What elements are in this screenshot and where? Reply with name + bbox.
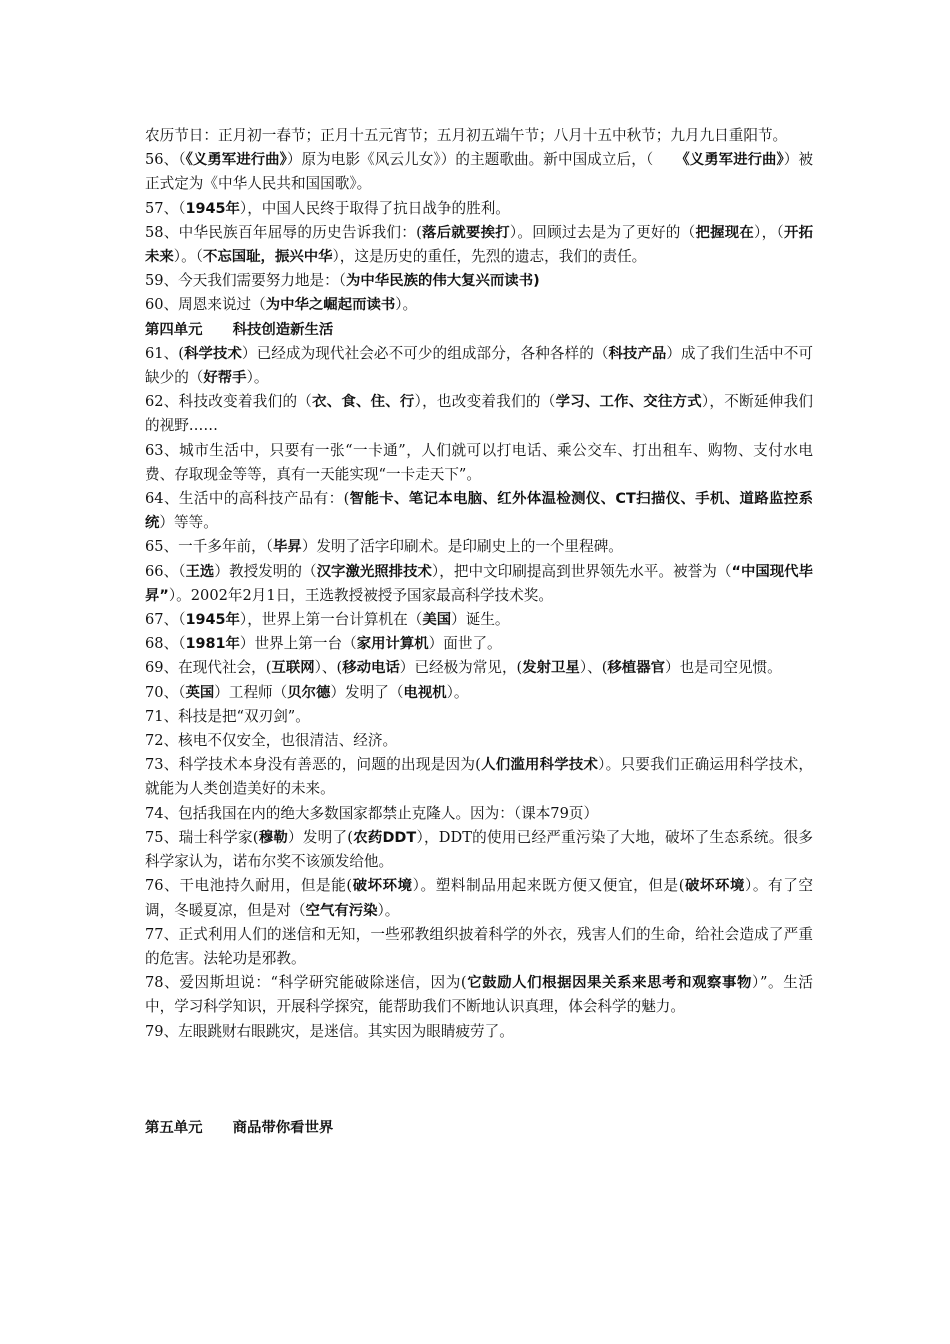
body-text: ）。 <box>377 901 400 919</box>
body-text: 77、正式利用人们的迷信和无知，一些邪教组织披着科学的外衣，残害人们的生命，给社会造成了严重的危害。法轮功是邪教。 <box>145 925 813 967</box>
answer-text: 贝尔德 <box>287 684 331 701</box>
paragraph <box>145 1020 813 1044</box>
paragraph <box>145 439 813 487</box>
answer-text: 农药DDT <box>353 829 417 846</box>
body-text: ）也是司空见惯。 <box>664 659 782 677</box>
answer-text: 学习、工作、交往方式 <box>555 394 702 411</box>
body-text: ）。2002年2月1日，王选教授被授予国家最高科学技术奖。 <box>168 586 553 604</box>
body-text: ）被正式定为《中华人民共和国国歌》。 <box>145 151 813 193</box>
body-text: 61、( <box>145 344 184 362</box>
answer-text: 毕昇 <box>273 539 302 556</box>
paragraph <box>145 148 813 196</box>
paragraph <box>145 656 813 680</box>
answer-text: 落后就要挨打 <box>421 224 510 241</box>
paragraph-group-festivals-history <box>145 124 813 318</box>
body-text: ）发明了（ <box>330 683 404 701</box>
body-text: ），也改变着我们的（ <box>414 393 556 411</box>
paragraph <box>145 269 813 293</box>
paragraph <box>145 342 813 390</box>
answer-text: 互联网 <box>271 660 315 677</box>
body-text: 63、城市生活中，只要有一张“一卡通”，人们就可以打电话、乘公交车、打出租车、购物、支付水电费、存取现金等等，真有一天能实现“一卡走天下”。 <box>145 441 813 483</box>
body-text: 57、（ <box>145 199 186 217</box>
paragraph <box>145 729 813 753</box>
paragraph <box>145 560 813 608</box>
paragraph <box>145 923 813 971</box>
answer-text: 1945年 <box>185 612 240 629</box>
answer-text: 人们滥用科学技术 <box>480 757 599 774</box>
answer-text: 《义勇军进行曲》 <box>185 152 287 169</box>
answer-text: 1981年 <box>185 636 240 653</box>
answer-text: 衣、食、住、行 <box>312 394 415 411</box>
body-text: ）发明了活字印刷术。是印刷史上的一个里程碑。 <box>301 538 623 556</box>
answer-text: 英国 <box>185 684 215 701</box>
answer-text: 为中华之崛起而读书 <box>265 297 396 314</box>
body-text: 67、（ <box>145 611 186 629</box>
document-page <box>145 124 813 1140</box>
body-text: 75、瑞士科学家( <box>145 828 259 846</box>
answer-text: 电视机 <box>403 684 447 701</box>
paragraph <box>145 390 813 438</box>
answer-text: 王选 <box>185 563 215 580</box>
answer-text: 它鼓励人们根据因果关系来思考和观察事物 <box>466 975 753 992</box>
answer-text: 汉字激光照排技术 <box>316 563 432 580</box>
body-text: 69、在现代社会，( <box>145 659 272 677</box>
body-text: ），把中文印刷提高到世界领先水平。被誉为（ <box>431 562 732 580</box>
paragraph <box>145 535 813 559</box>
answer-text: 好帮手 <box>203 370 247 387</box>
body-text: ）。只要我们正确运用科学技术，就能为人类创造美好的未来。 <box>145 756 813 798</box>
paragraph <box>145 753 813 801</box>
body-text: 76、干电池持久耐用，但是能( <box>145 877 353 895</box>
answer-text: 空气有污染 <box>305 902 378 919</box>
body-text: 72、核电不仅安全，也很清洁、经济。 <box>145 732 398 750</box>
paragraph <box>145 487 813 535</box>
body-text: ）。 <box>446 683 469 701</box>
body-text: ）。回顾过去是为了更好的（ <box>509 223 696 241</box>
answer-text: 破坏环境 <box>684 878 745 895</box>
body-text: ）等等。 <box>159 514 218 532</box>
answer-text: 家用计算机 <box>356 636 429 653</box>
body-text: ）教授发明的（ <box>214 562 317 580</box>
body-text: 64、生活中的高科技产品有：( <box>145 490 350 508</box>
body-text: ）。 <box>246 369 269 387</box>
body-text: ）已经极为常见，( <box>399 659 523 677</box>
body-text: 78、爱因斯坦说：“科学研究能破除迷信，因为( <box>145 974 467 992</box>
answer-text: “中国现代毕昇” <box>145 563 813 604</box>
body-text: ），世界上第一台计算机在（ <box>239 611 423 629</box>
answer-text: 移动电话 <box>342 660 400 677</box>
answer-text: 为中华民族的伟大复兴而读书) <box>346 273 540 290</box>
body-text: ）成了我们生活中不可缺少的（ <box>145 344 813 387</box>
body-text: ）已经成为现代社会必不可少的组成部分，各种各样的（ <box>241 344 609 362</box>
body-text: ）。有了空调，冬暖夏凉，但是对（ <box>145 877 813 919</box>
answer-text: 不忘国耻，振兴中华 <box>202 249 333 266</box>
body-text: ）。塑料制品用起来既方便又便宜，但是( <box>412 877 685 895</box>
unit-label: 第五单元 <box>145 1119 203 1136</box>
answer-text: 开拓未来 <box>145 224 813 266</box>
body-text: ）诞生。 <box>451 611 510 629</box>
answer-text: 破坏环境 <box>352 878 413 895</box>
body-text: 农历节日：正月初一春节；正月十五元宵节；五月初五端午节；八月十五中秋节；九月九日重阳节。 <box>145 127 788 144</box>
body-text: 60、周恩来说过（ <box>145 296 266 314</box>
unit-title: 商品带你看世界 <box>232 1119 334 1136</box>
paragraph <box>145 124 813 148</box>
paragraph <box>145 826 813 874</box>
blank-space <box>145 1044 813 1116</box>
paragraph <box>145 293 813 317</box>
answer-text: 智能卡、笔记本电脑、红外体温检测仪、CT扫描仪、手机、道路监控系统 <box>145 491 813 532</box>
body-text: ）。（ <box>173 248 203 266</box>
body-text: ）面世了。 <box>428 635 502 653</box>
body-text: 73、科学技术本身没有善恶的，问题的出现是因为( <box>145 756 481 774</box>
body-text: 62、科技改变着我们的（ <box>145 393 313 411</box>
answer-text: 发射卫星 <box>522 660 580 677</box>
body-text: ），（ <box>754 223 784 241</box>
paragraph <box>145 681 813 705</box>
unit-title: 科技创造新生活 <box>232 321 334 338</box>
body-text: ）”。生活中，学习科学知识，开展科学探究，能帮助我们不断地认识真理，体会科学的魅力。 <box>145 974 813 1016</box>
body-text: 74、包括我国在内的绝大多数国家都禁止克隆人。因为：（课本79页） <box>145 804 599 822</box>
body-text: ），中国人民终于取得了抗日战争的胜利。 <box>239 199 510 217</box>
body-text: 71、科技是把“双刃剑”。 <box>145 707 310 725</box>
unit-heading-5 <box>145 1116 813 1140</box>
body-text: ），不断延伸我们的视野…… <box>145 393 813 435</box>
paragraph <box>145 632 813 656</box>
unit-heading-4 <box>145 318 813 342</box>
paragraph <box>145 705 813 729</box>
answer-text: 1945年 <box>185 200 240 217</box>
body-text: ）工程师（ <box>214 683 288 701</box>
unit-label: 第四单元 <box>145 321 203 338</box>
body-text: 66、（ <box>145 562 186 580</box>
body-text: ），DDT的使用已经严重污染了大地，破坏了生态系统。很多科学家认为，诺布尔奖不该颁发给他。 <box>145 828 813 871</box>
body-text: ）。 <box>395 296 418 314</box>
paragraph <box>145 221 813 269</box>
answer-text: 穆勒 <box>258 829 288 846</box>
body-text: ）发明了( <box>287 828 353 846</box>
paragraph <box>145 874 813 922</box>
answer-text: 科技产品 <box>608 345 667 362</box>
answer-text: 美国 <box>422 612 452 629</box>
answer-text: 科学技术 <box>184 345 242 362</box>
body-text: ），这是历史的重任，先烈的遗志，我们的责任。 <box>332 248 647 266</box>
answer-text: 把握现在 <box>695 224 755 241</box>
body-text: 56、（ <box>145 151 186 169</box>
body-text: 70、（ <box>145 683 186 701</box>
body-text: 79、左眼跳财右眼跳灾，是迷信。其实因为眼睛疲劳了。 <box>145 1022 514 1040</box>
paragraph <box>145 197 813 221</box>
paragraph <box>145 608 813 632</box>
body-text: 68、（ <box>145 635 186 653</box>
body-text: 59、今天我们需要努力地是：（ <box>145 272 346 290</box>
body-text: ）、( <box>579 659 608 677</box>
body-text: ）世界上第一台（ <box>239 635 357 653</box>
paragraph <box>145 971 813 1019</box>
paragraph <box>145 802 813 826</box>
answer-text: 移植器官 <box>607 660 665 677</box>
body-text: 58、中华民族百年屈辱的历史告诉我们：( <box>145 223 422 241</box>
answer-text: 《义勇军进行曲》 <box>682 152 784 169</box>
body-text: 65、一千多年前，（ <box>145 538 274 556</box>
body-text: ）原为电影《风云儿女》）的主题歌曲。新中国成立后，（ <box>286 151 683 169</box>
body-text: ）、( <box>314 659 343 677</box>
paragraph-group-technology <box>145 342 813 1044</box>
